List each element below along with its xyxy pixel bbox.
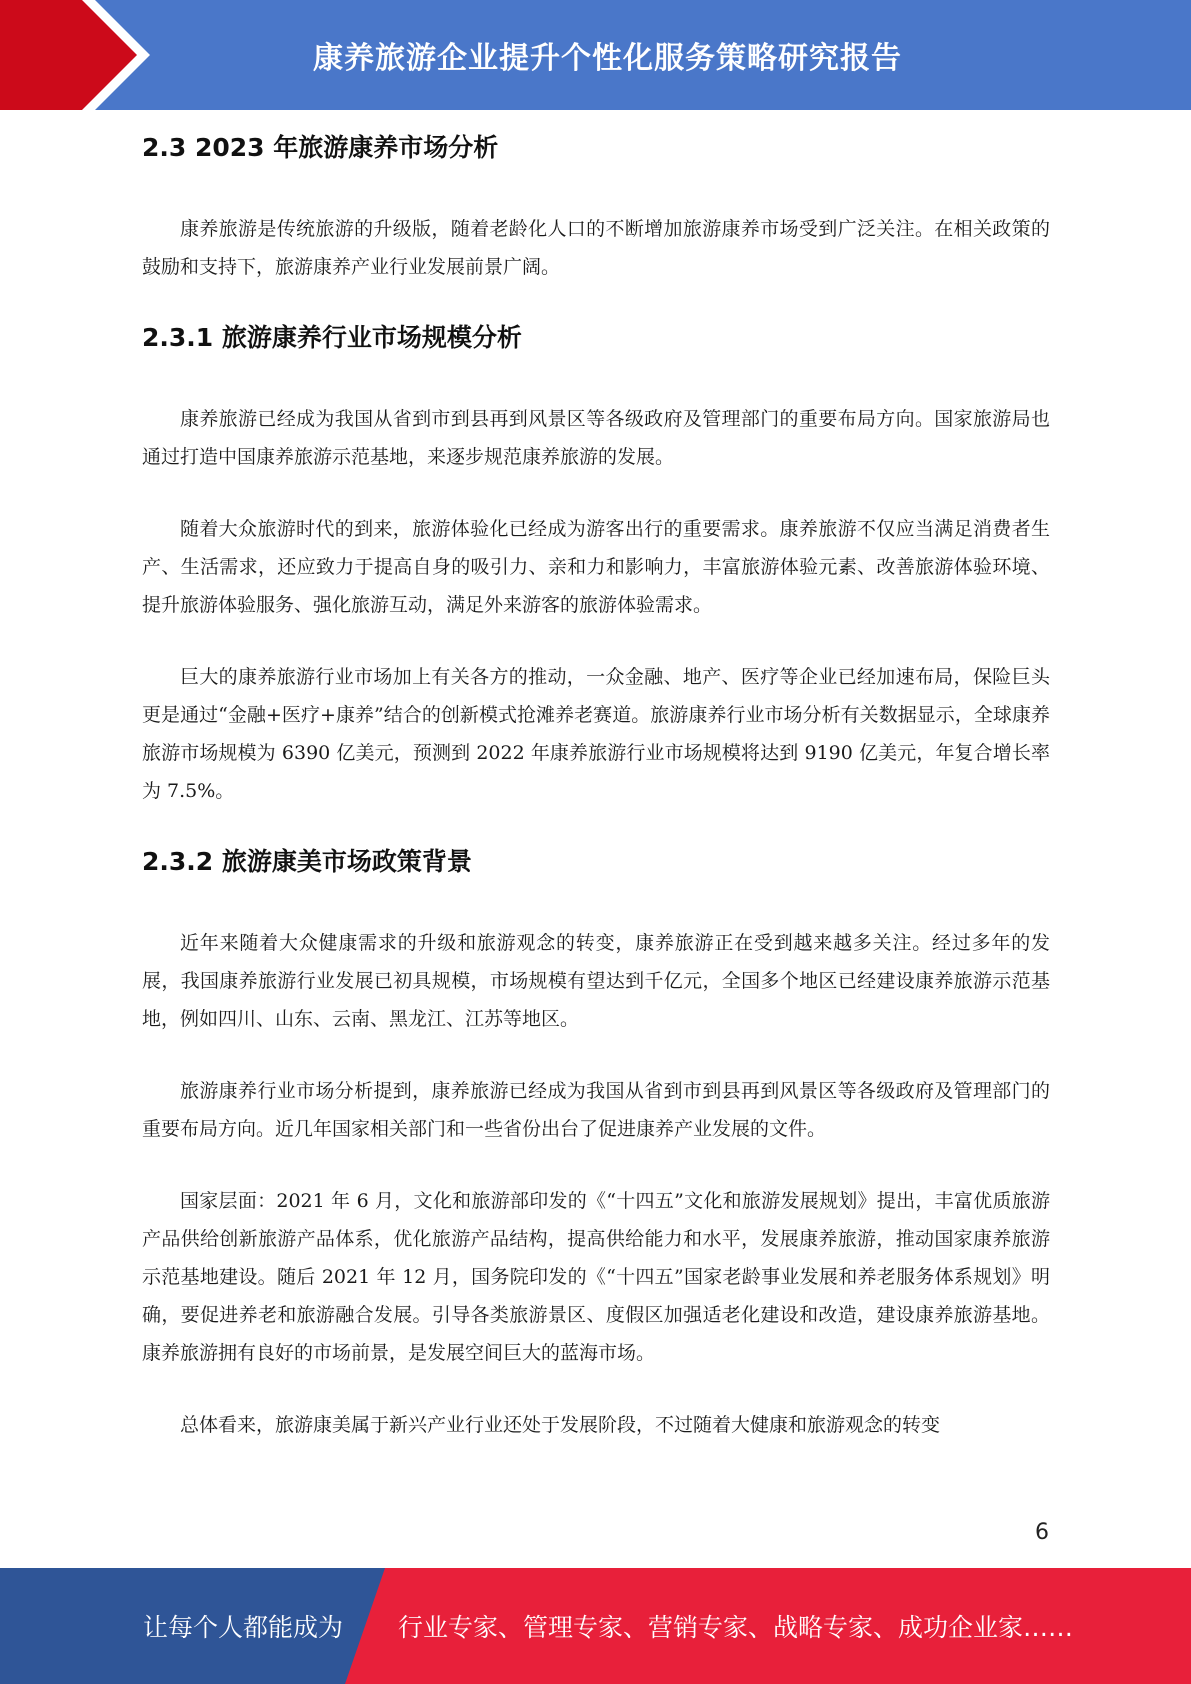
page-header: [0, 0, 1191, 110]
paragraph: 康养旅游已经成为我国从省到市到县再到风景区等各级政府及管理部门的重要布局方向。国家旅游局也通过打造中国康养旅游示范基地，来逐步规范康养旅游的发展。: [142, 408, 1050, 468]
paragraph: 巨大的康养旅游行业市场加上有关各方的推动，一众金融、地产、医疗等企业已经加速布局，保险巨头更是通过“金融+医疗+康养”结合的创新模式抢滩养老赛道。旅游康养行业市场分析有关数据显示，全球康养旅游市场规模为 6390 亿美元，预测到 2022 年康养旅游行业市场规模将达到 9190 亿美元，年复合增长率为 7.5%。: [142, 666, 1050, 802]
paragraph: 近年来随着大众健康需求的升级和旅游观念的转变，康养旅游正在受到越来越多关注。经过多年的发展，我国康养旅游行业发展已初具规模，市场规模有望达到千亿元，全国多个地区已经建设康养旅游示范基地，例如四川、山东、云南、黑龙江、江苏等地区。: [142, 932, 1050, 1030]
footer-slogan-left: 让每个人都能成为: [143, 1613, 344, 1642]
paragraph: 旅游康养行业市场分析提到，康养旅游已经成为我国从省到市到县再到风景区等各级政府及管理部门的重要布局方向。近几年国家相关部门和一些省份出台了促进康养产业发展的文件。: [142, 1080, 1050, 1140]
paragraph: 随着大众旅游时代的到来，旅游体验化已经成为游客出行的重要需求。康养旅游不仅应当满足消费者生产、生活需求，还应致力于提高自身的吸引力、亲和力和影响力，丰富旅游体验元素、改善旅游体验环境、提升旅游体验服务、强化旅游互动，满足外来游客的旅游体验需求。: [142, 518, 1050, 616]
document-body: [142, 130, 1050, 1444]
page-number: 6: [1035, 1520, 1049, 1545]
section-heading-2-3-2: 2.3.2 旅游康美市场政策背景: [142, 847, 472, 876]
page-footer: [0, 1568, 1191, 1684]
paragraph: 总体看来，旅游康美属于新兴产业行业还处于发展阶段，不过随着大健康和旅游观念的转变: [180, 1414, 941, 1436]
report-title: 康养旅游企业提升个性化服务策略研究报告: [313, 41, 902, 76]
section-heading-2-3: 2.3 2023 年旅游康养市场分析: [142, 133, 499, 162]
section-heading-2-3-1: 2.3.1 旅游康养行业市场规模分析: [142, 323, 522, 352]
paragraph: 国家层面：2021 年 6 月，文化和旅游部印发的《“十四五”文化和旅游发展规划》提出，丰富优质旅游产品供给创新旅游产品体系，优化旅游产品结构，提高供给能力和水平，发展康养旅游，推动国家康养旅游示范基地建设。随后 2021 年 12 月，国务院印发的《“十四五”国家老龄事业发展和养老服务体系规划》明确，要促进养老和旅游融合发展。引导各类旅游景区、度假区加强适老化建设和改造，建设康养旅游基地。康养旅游拥有良好的市场前景，是发展空间巨大的蓝海市场。: [142, 1190, 1050, 1364]
footer-slogan-right: 行业专家、管理专家、营销专家、战略专家、成功企业家……: [398, 1613, 1074, 1642]
paragraph: 康养旅游是传统旅游的升级版，随着老龄化人口的不断增加旅游康养市场受到广泛关注。在相关政策的鼓励和支持下，旅游康养产业行业发展前景广阔。: [142, 218, 1050, 278]
